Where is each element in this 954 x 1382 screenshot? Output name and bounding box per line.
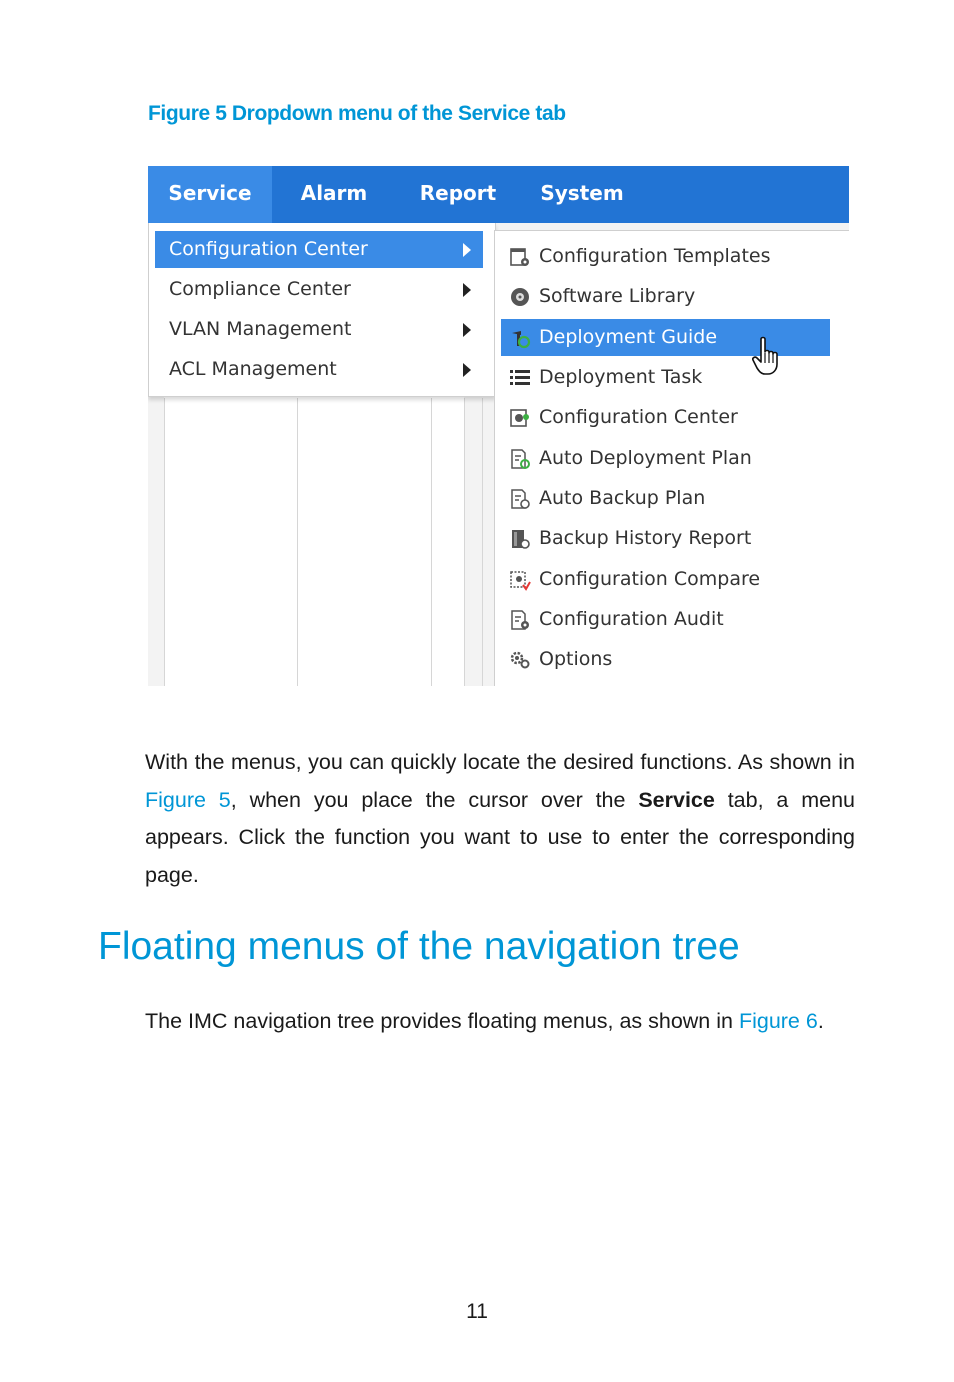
menu-item-acl-management[interactable]	[155, 351, 483, 388]
page-number: 11	[466, 1300, 488, 1323]
service-bold-text: Service	[638, 787, 715, 812]
submenu-backup-history-report[interactable]	[501, 520, 830, 557]
submenu-configuration-center[interactable]	[501, 399, 830, 436]
menu-item-label: ACL Management	[169, 358, 337, 380]
paragraph-menus	[145, 744, 855, 894]
compare-icon	[509, 569, 531, 591]
tab-service[interactable]: Service	[148, 166, 272, 223]
chevron-right-icon	[463, 363, 471, 377]
background-column-line	[431, 398, 432, 686]
menu-item-compliance-center[interactable]	[155, 271, 483, 308]
submenu-options[interactable]	[501, 641, 830, 678]
submenu-label: Deployment Guide	[539, 326, 718, 348]
submenu-label: Auto Deployment Plan	[539, 447, 752, 469]
submenu-auto-backup-plan[interactable]	[501, 480, 830, 517]
menu-item-label: Compliance Center	[169, 278, 351, 300]
figure-screenshot	[148, 166, 849, 686]
hand-cursor-icon	[752, 336, 782, 376]
background-column-line	[482, 398, 483, 686]
text-run: tab, a menu appears. Click the function you want to use to enter the corresponding page.	[145, 787, 855, 887]
figure-5-link[interactable]: Figure 5	[145, 787, 231, 812]
menu-item-vlan-management[interactable]	[155, 311, 483, 348]
service-dropdown-menu	[148, 223, 496, 397]
audit-icon	[509, 609, 531, 631]
paragraph-navigation-tree	[145, 1003, 855, 1041]
submenu-label: Software Library	[539, 285, 696, 307]
gear-icon	[509, 649, 531, 671]
auto-backup-icon	[509, 488, 531, 510]
figure-6-link[interactable]: Figure 6	[738, 1009, 818, 1033]
tab-alarm[interactable]: Alarm	[300, 181, 368, 205]
text-run: With the menus, you can quickly locate the desired functions. As shown in	[145, 750, 855, 774]
templates-icon	[509, 246, 531, 268]
tab-system[interactable]: System	[540, 181, 624, 205]
background-column-line	[164, 398, 165, 686]
menu-item-label: Configuration Center	[169, 238, 368, 260]
tab-report[interactable]: Report	[419, 181, 497, 205]
submenu-label: Auto Backup Plan	[539, 487, 706, 509]
submenu-software-library[interactable]	[501, 278, 830, 315]
chevron-right-icon	[463, 323, 471, 337]
menu-item-configuration-center[interactable]	[155, 231, 483, 268]
submenu-configuration-audit[interactable]	[501, 601, 830, 638]
deploy-guide-icon	[509, 327, 531, 349]
configuration-center-submenu	[494, 230, 849, 686]
section-title: Floating menus of the navigation tree	[98, 925, 740, 968]
chevron-right-icon	[463, 283, 471, 297]
background-panel	[164, 396, 464, 686]
text-run: .	[817, 1009, 824, 1033]
submenu-label: Options	[539, 648, 613, 670]
submenu-label: Backup History Report	[539, 527, 752, 549]
menu-item-label: VLAN Management	[169, 318, 352, 340]
submenu-configuration-templates[interactable]	[501, 238, 830, 275]
submenu-label: Configuration Center	[539, 406, 738, 428]
background-column-line	[297, 398, 298, 686]
list-icon	[509, 367, 531, 389]
backup-history-icon	[509, 528, 531, 550]
submenu-label: Deployment Task	[539, 366, 703, 388]
submenu-label: Configuration Audit	[539, 608, 724, 630]
chevron-right-icon	[463, 243, 471, 257]
figure-caption: Figure 5 Dropdown menu of the Service tab	[148, 102, 566, 125]
submenu-configuration-compare[interactable]	[501, 561, 830, 598]
top-navbar	[148, 166, 849, 223]
text-run: The IMC navigation tree provides floating menus, as shown in	[145, 1009, 739, 1033]
text-run: , when you place the cursor over the	[230, 787, 639, 812]
config-center-icon	[509, 407, 531, 429]
auto-deploy-icon	[509, 448, 531, 470]
submenu-label: Configuration Templates	[539, 245, 771, 267]
background-column-line	[464, 398, 465, 686]
submenu-auto-deployment-plan[interactable]	[501, 440, 830, 477]
submenu-label: Configuration Compare	[539, 568, 761, 590]
disc-icon	[509, 286, 531, 308]
